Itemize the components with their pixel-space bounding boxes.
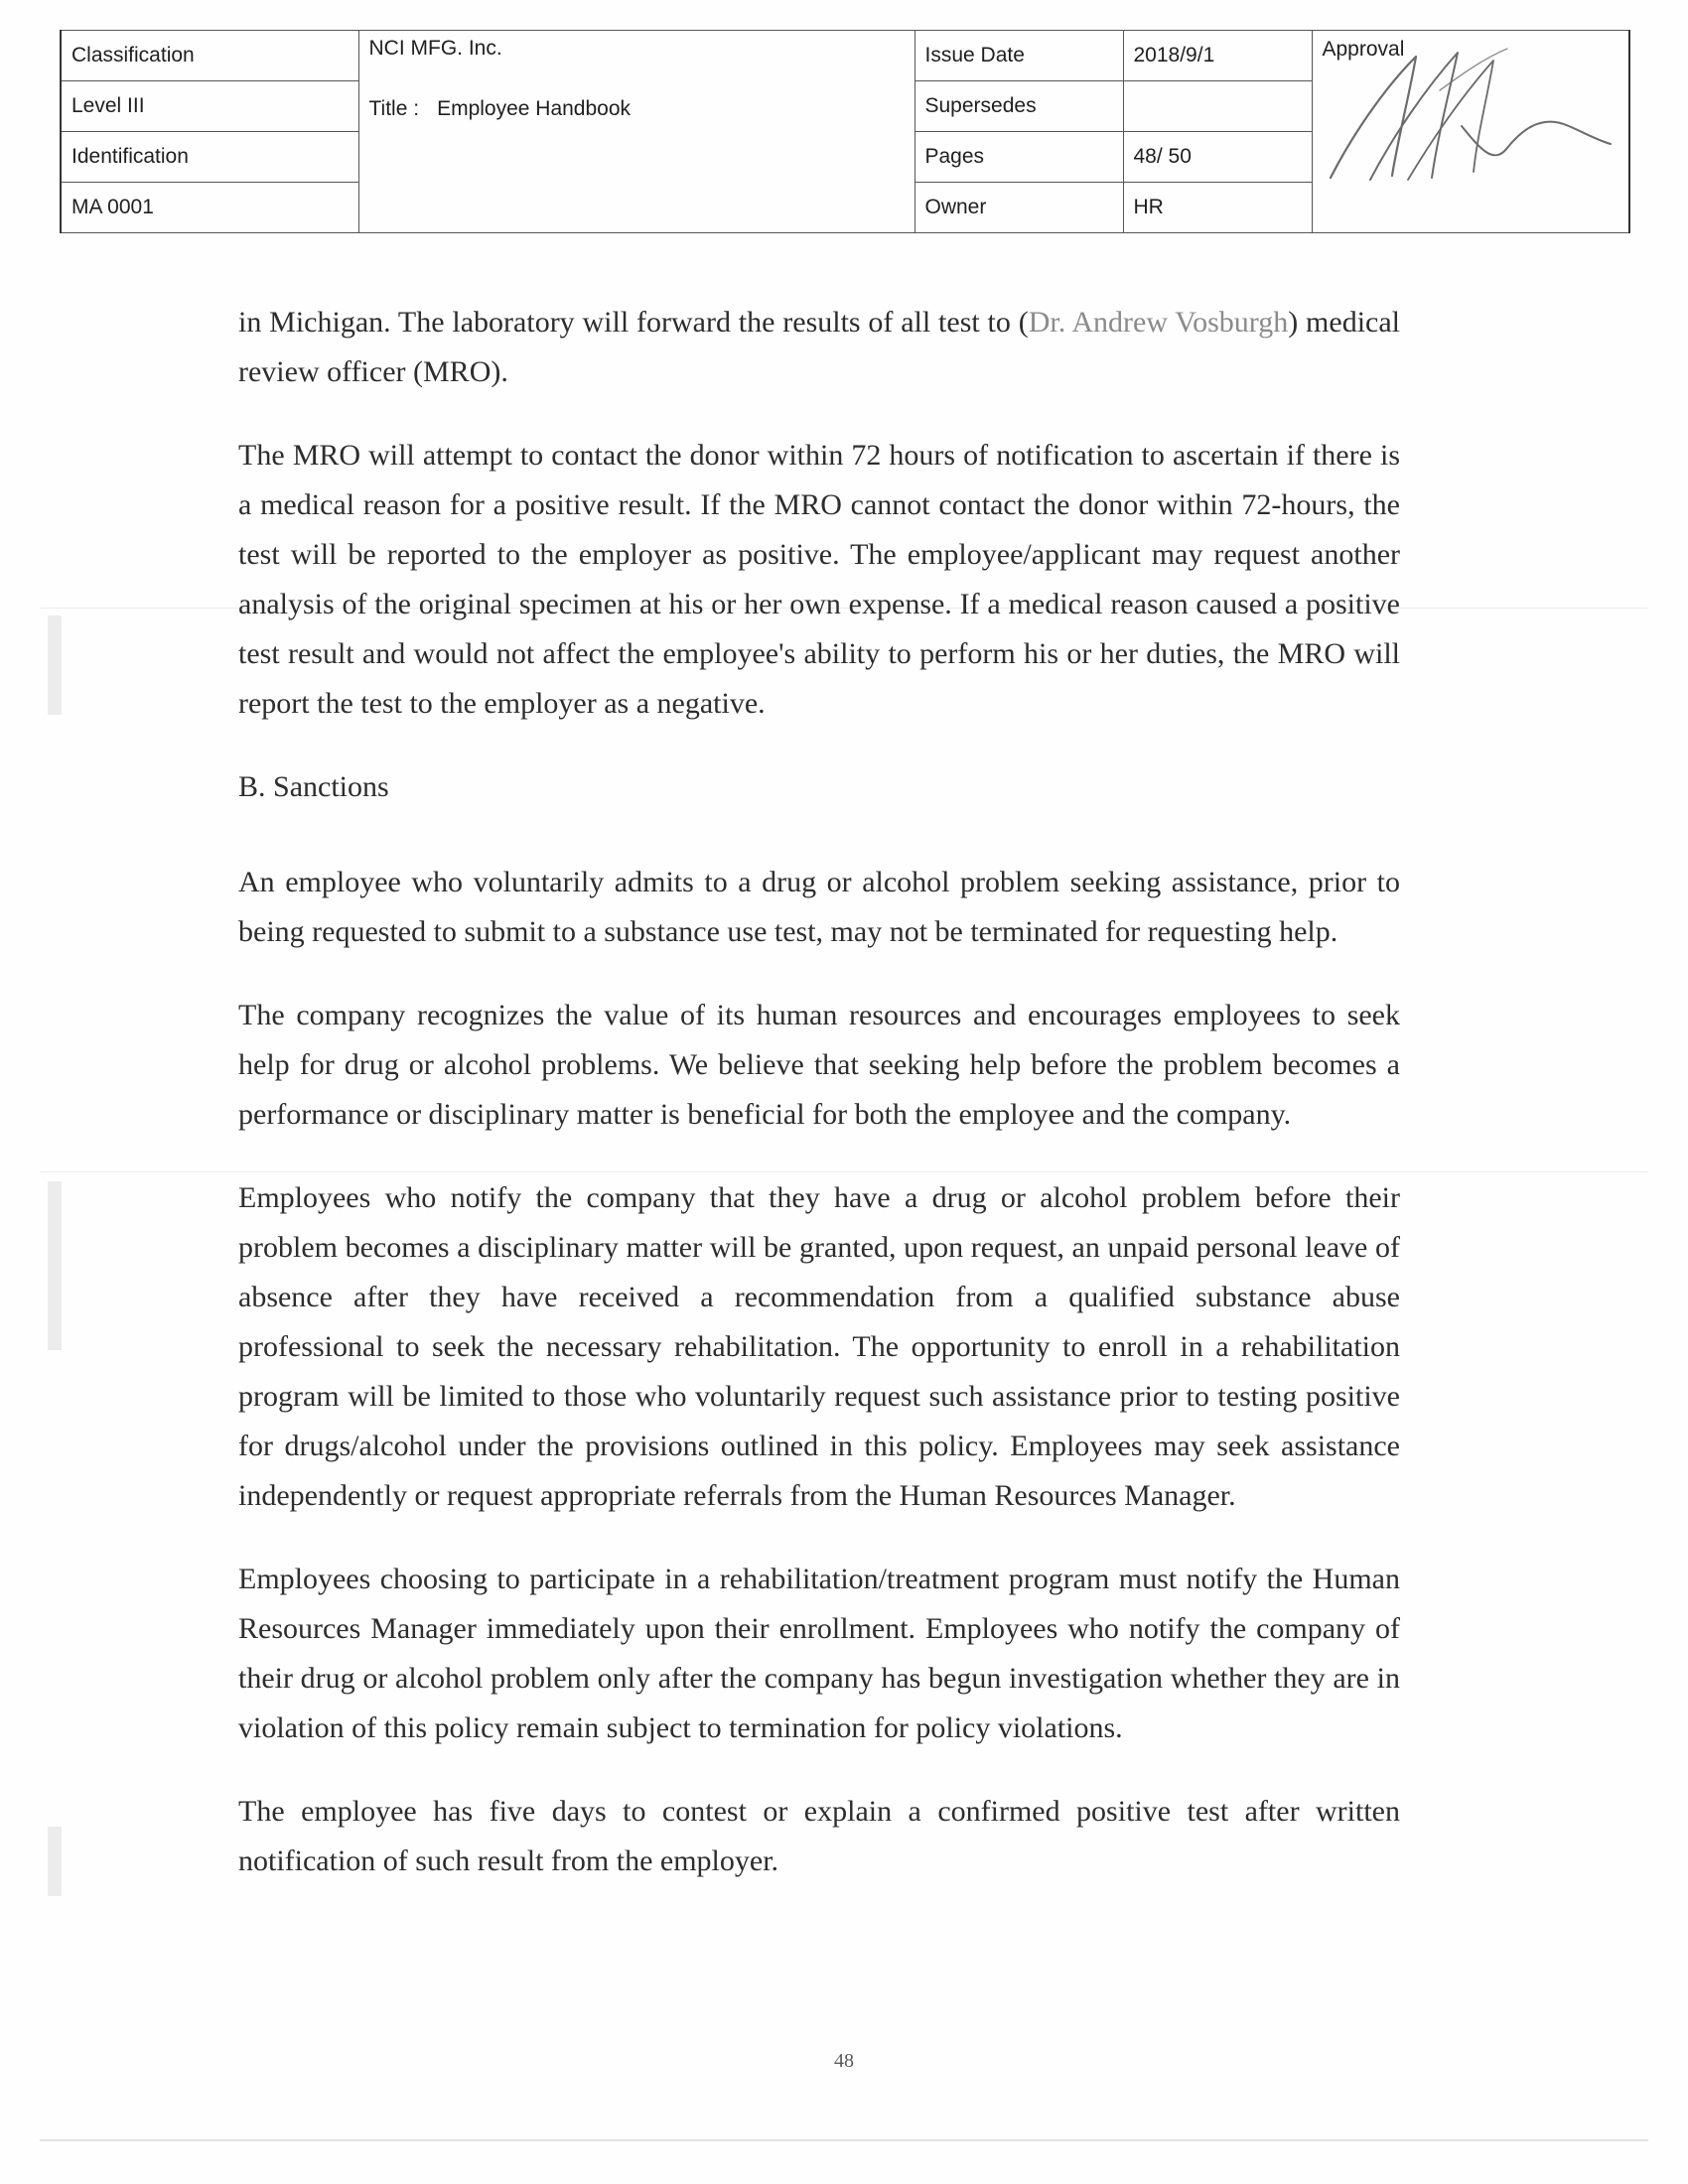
- title-label: Title :: [368, 97, 420, 121]
- company-title-cell: [358, 31, 914, 233]
- company-name: NCI MFG. Inc.: [368, 37, 502, 60]
- paragraph-rehab-participate: Employees choosing to participate in a rehabilitation/treatment program must notify the Human Resources Manager immediately upon their enrollment. Employees who notify the company of their drug or alcohol problem only after the company has begun investigation whether they are in violation of this policy remain subject to termination for policy violations.: [238, 1563, 1400, 1744]
- table-row: [61, 31, 1629, 81]
- identification-value: MA 0001: [61, 183, 358, 233]
- scan-artifact: [40, 2139, 1648, 2141]
- section-heading-sanctions: B. Sanctions: [238, 770, 389, 803]
- supersedes-label: Supersedes: [914, 81, 1123, 132]
- document-body: [238, 298, 1400, 1886]
- paragraph-text-before: in Michigan. The laboratory will forward the results of all test to (: [238, 306, 1029, 339]
- scan-artifact: [48, 1827, 62, 1896]
- identification-label: Identification: [61, 132, 358, 183]
- issue-date-value: 2018/9/1: [1123, 31, 1312, 81]
- approval-cell: [1312, 31, 1629, 233]
- paragraph-company-values: The company recognizes the value of its human resources and encourages employees to seek help for drug or alcohol problems. We believe that seeking help before the problem becomes a performance or disciplinary matter is beneficial for both the employee and the company.: [238, 999, 1400, 1131]
- pages-label: Pages: [914, 132, 1123, 183]
- issue-date-label: Issue Date: [914, 31, 1123, 81]
- scan-artifact: [48, 1181, 62, 1291]
- paragraph-mro-forward: [238, 298, 1400, 397]
- level-value: Level III: [61, 81, 358, 132]
- paragraph-mro-contact: The MRO will attempt to contact the donor within 72 hours of notification to ascertain if there is a medical reason for a positive result. If the MRO cannot contact the donor within 72-hours, the test will be reported to the employer as positive. The employee/applicant may request another analysis of the original specimen at his or her own expense. If a medical reason caused a positive test result and would not affect the employee's ability to perform his or her duties, the MRO will report the test to the employer as a negative.: [238, 439, 1400, 720]
- paragraph-notify-company: Employees who notify the company that they have a drug or alcohol problem before their problem becomes a disciplinary matter will be granted, upon request, an unpaid personal leave of absence after they have received a recommendation from a qualified substance abuse professional to seek the necessary rehabilitation. The opportunity to enroll in a rehabilitation program will be limited to those who voluntarily request such assistance prior to testing positive for drugs/alcohol under the provisions outlined in this policy. Employees may seek assistance independently or request appropriate referrals from the Human Resources Manager.: [238, 1181, 1400, 1512]
- pages-value: 48/ 50: [1123, 132, 1312, 183]
- paragraph-five-days: The employee has five days to contest or explain a confirmed positive test after written notification of such result from the employer.: [238, 1795, 1400, 1877]
- page-number: 48: [834, 2050, 854, 2072]
- paragraph-text-after: ) medical review officer (MRO).: [238, 306, 1401, 388]
- signature-mark: [1313, 31, 1629, 232]
- approval-label: Approval: [1322, 38, 1405, 61]
- mro-name: Dr. Andrew Vosburgh: [1028, 306, 1289, 339]
- supersedes-value: [1123, 81, 1312, 132]
- scan-artifact: [48, 615, 62, 715]
- document-control-header: [60, 30, 1630, 233]
- scan-artifact: [48, 1291, 62, 1350]
- document-title-line: [369, 97, 905, 120]
- classification-label: Classification: [61, 31, 358, 81]
- owner-label: Owner: [914, 183, 1123, 233]
- owner-value: HR: [1123, 183, 1312, 233]
- paragraph-voluntary-admit: An employee who voluntarily admits to a drug or alcohol problem seeking assistance, prior to being requested to submit to a substance use test, may not be terminated for requesting help.: [238, 866, 1400, 948]
- title-value: Employee Handbook: [437, 97, 632, 121]
